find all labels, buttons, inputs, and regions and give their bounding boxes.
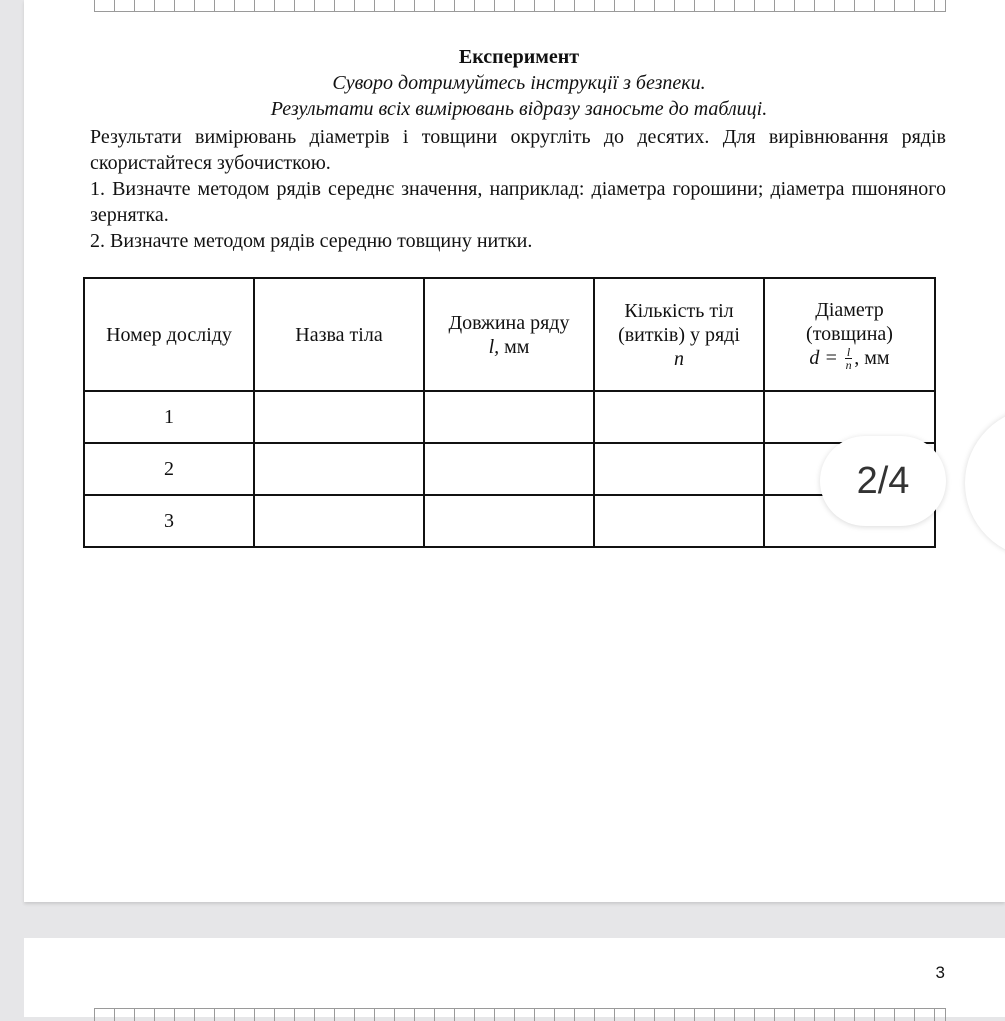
header-experiment-number: Номер досліду (84, 278, 254, 391)
page-indicator: 2/4 (820, 436, 946, 526)
grid-strip-top (94, 0, 946, 12)
header-body-name: Назва тіла (254, 278, 424, 391)
task-1: 1. Визначте методом рядів середнє значення, наприклад: діаметра горошини; діаметра пшоняного зернятка. (90, 178, 946, 226)
cell-experiment-number: 2 (84, 443, 254, 495)
experiment-title: Експеримент (458, 46, 580, 68)
experiment-table (83, 277, 936, 548)
cell-row-length (424, 443, 594, 495)
grid-strip-bottom (94, 1008, 946, 1021)
table-header-row (84, 278, 935, 391)
cell-diameter (764, 391, 935, 443)
header-body-count: Кількість тіл (витків) у ряді n (594, 278, 764, 391)
table-row (84, 391, 935, 443)
table-row (84, 495, 935, 547)
diameter-formula-fraction: $\frac{l}{n}$ (845, 345, 852, 373)
results-note: Результати всіх вимірювань відразу заносьте до таблиці. (270, 98, 768, 120)
cell-body-count (594, 495, 764, 547)
document-page-2 (24, 938, 1005, 1017)
task-2: 2. Визначте методом рядів середню товщину нитки. (90, 230, 533, 252)
cell-body-name (254, 495, 424, 547)
table-row (84, 443, 935, 495)
cell-row-length (424, 495, 594, 547)
cell-body-count (594, 443, 764, 495)
safety-note: Суворо дотримуйтесь інструкції з безпеки. (332, 72, 706, 94)
cell-experiment-number: 3 (84, 495, 254, 547)
cell-body-count (594, 391, 764, 443)
cell-body-name (254, 391, 424, 443)
header-row-length: Довжина ряду l, мм (424, 278, 594, 391)
header-diameter: Діаметр (товщина) d = $\frac{l}{n}$ , мм (764, 278, 935, 391)
page-number: 3 (935, 963, 945, 982)
cell-body-name (254, 443, 424, 495)
instructions-paragraph: Результати вимірювань діаметрів і товщини округліть до десятих. Для вирівнювання рядів скористайтеся зубочисткою. (90, 126, 946, 174)
cell-experiment-number: 1 (84, 391, 254, 443)
cell-row-length (424, 391, 594, 443)
